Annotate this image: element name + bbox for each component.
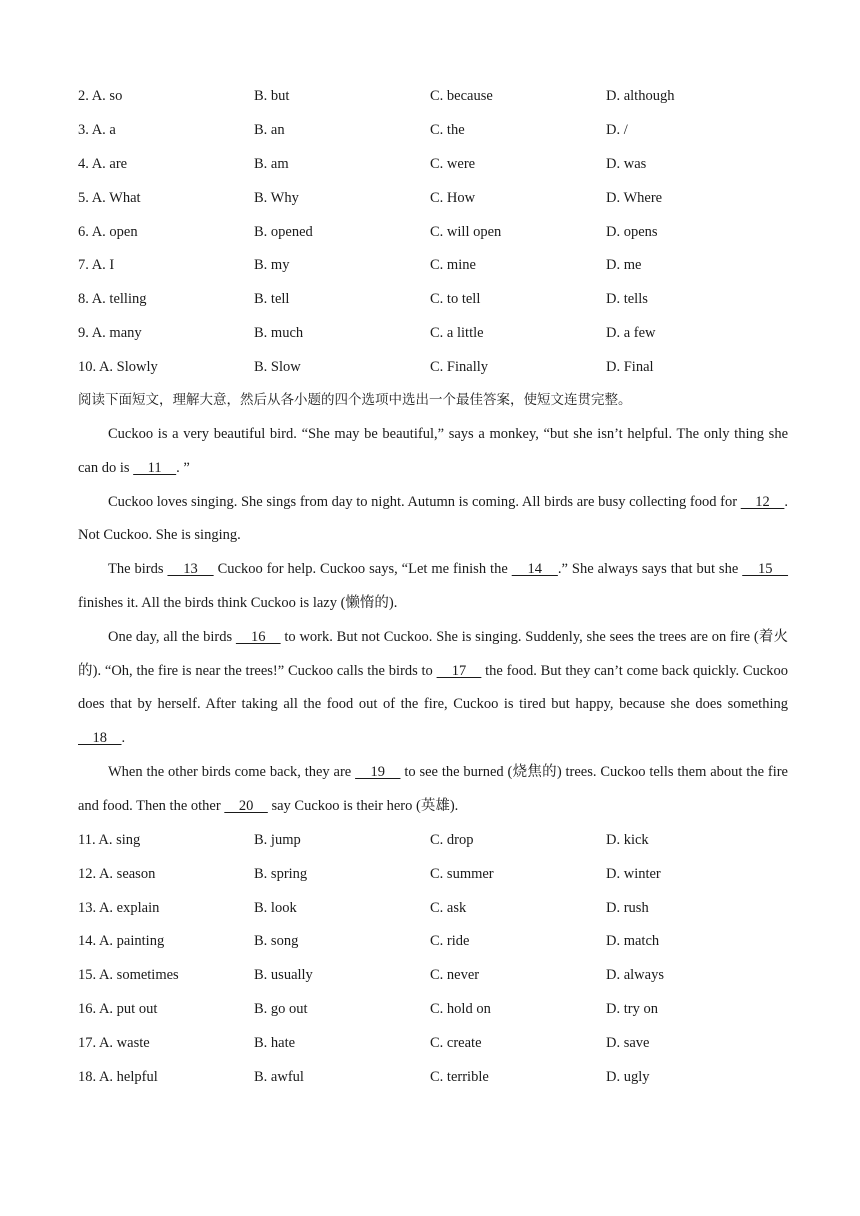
option-a: 8. A. telling: [78, 291, 147, 308]
option-c: C. hold on: [430, 1000, 491, 1017]
text: Cuckoo for help. Cuckoo says, “Let me finish the: [213, 561, 512, 578]
option-b: B. song: [254, 933, 299, 950]
option-b: B. go out: [254, 1000, 308, 1017]
paragraph-5: [78, 756, 788, 824]
option-d: D. match: [606, 933, 660, 950]
option-d: D. Where: [606, 189, 663, 206]
option-row-11: [78, 824, 788, 858]
option-a: 18. A. helpful: [78, 1068, 158, 1085]
option-d: D. rush: [606, 899, 649, 916]
option-a: 11. A. sing: [78, 831, 141, 848]
document-page: [78, 80, 788, 1094]
option-a: 9. A. many: [78, 324, 142, 341]
section-instruction: 阅读下面短文，理解大意，然后从各小题的四个选项中选出一个最佳答案，使短文连贯完整。: [78, 392, 632, 409]
option-a: 4. A. are: [78, 155, 128, 172]
option-c: C. summer: [430, 865, 494, 882]
option-b: B. awful: [254, 1068, 304, 1085]
option-row-8: [78, 283, 788, 317]
option-c: C. because: [430, 88, 493, 105]
option-row-6: [78, 215, 788, 249]
option-d: D. was: [606, 155, 647, 172]
option-b: B. my: [254, 257, 290, 274]
text: Cuckoo is a very beautiful bird. “She may be beautiful,” says a monkey, “but she isn’t helpful. The only thing she can do is: [78, 425, 788, 476]
option-row-14: [78, 925, 788, 959]
text: the food. But they can’t come back quickly. Cuckoo does that by herself. After taking all the food out of the fire, Cuckoo is tired but happy, because she does something: [78, 662, 789, 713]
option-c: C. drop: [430, 831, 474, 848]
option-b: B. jump: [254, 831, 301, 848]
text: to work. But not Cuckoo. She is singing. Suddenly, she sees the trees are on fire (着火的). “Oh, the fire is near the trees!” Cuckoo calls the birds to: [78, 628, 789, 679]
paragraph-1: [78, 418, 788, 486]
option-b: B. an: [254, 122, 285, 139]
paragraph-4: [78, 621, 788, 756]
option-a: 17. A. waste: [78, 1034, 150, 1051]
option-d: D. try on: [606, 1000, 658, 1017]
option-a: 6. A. open: [78, 223, 138, 240]
option-a: 7. A. I: [78, 257, 115, 274]
blank-18: 18: [78, 730, 122, 747]
option-d: D. me: [606, 257, 642, 274]
option-a: 2. A. so: [78, 88, 123, 105]
blank-20: 20: [224, 797, 268, 814]
text: . Not Cuckoo. She is singing.: [78, 493, 789, 544]
option-b: B. look: [254, 899, 297, 916]
option-d: D. /: [606, 122, 628, 139]
option-d: D. winter: [606, 865, 661, 882]
text: Cuckoo loves singing. She sings from day to night. Autumn is coming. All birds are busy collecting food for: [108, 493, 741, 510]
option-row-10: [78, 350, 788, 384]
options-list-top: [78, 80, 788, 384]
option-d: D. always: [606, 967, 664, 984]
option-d: D. a few: [606, 324, 656, 341]
text: to see the burned (烧焦的) trees. Cuckoo tells them about the fire and food. Then the other: [78, 763, 788, 814]
option-b: B. tell: [254, 291, 290, 308]
option-d: D. although: [606, 88, 675, 105]
option-c: C. terrible: [430, 1068, 489, 1085]
blank-14: 14: [511, 561, 558, 578]
option-c: C. never: [430, 967, 480, 984]
option-a: 10. A. Slowly: [78, 358, 158, 375]
option-row-15: [78, 959, 788, 993]
option-row-5: [78, 181, 788, 215]
text: The birds: [108, 561, 168, 578]
text: One day, all the birds: [108, 628, 236, 645]
option-d: D. ugly: [606, 1068, 650, 1085]
blank-19: 19: [355, 763, 401, 780]
text: .” She always says that but she: [557, 561, 743, 578]
paragraph-2: [78, 486, 788, 554]
option-c: C. to tell: [430, 291, 481, 308]
option-row-4: [78, 148, 788, 182]
option-a: 5. A. What: [78, 189, 141, 206]
option-d: D. Final: [606, 358, 654, 375]
paragraph-3: [78, 553, 788, 621]
option-a: 12. A. season: [78, 865, 156, 882]
option-a: 14. A. painting: [78, 933, 165, 950]
option-b: B. spring: [254, 865, 308, 882]
option-c: C. will open: [430, 223, 502, 240]
option-b: B. opened: [254, 223, 313, 240]
option-row-7: [78, 249, 788, 283]
blank-11: 11: [133, 459, 177, 476]
option-c: C. mine: [430, 257, 476, 274]
option-a: 13. A. explain: [78, 899, 160, 916]
option-row-17: [78, 1026, 788, 1060]
option-a: 16. A. put out: [78, 1000, 158, 1017]
passage: [78, 418, 788, 824]
option-row-9: [78, 317, 788, 351]
option-b: B. Why: [254, 189, 299, 206]
option-row-12: [78, 857, 788, 891]
option-a: 15. A. sometimes: [78, 967, 179, 984]
option-b: B. am: [254, 155, 289, 172]
option-c: C. the: [430, 122, 465, 139]
option-c: C. How: [430, 189, 476, 206]
blank-16: 16: [235, 628, 281, 645]
option-c: C. create: [430, 1034, 482, 1051]
option-d: D. tells: [606, 291, 648, 308]
option-c: C. a little: [430, 324, 484, 341]
text: say Cuckoo is their hero (英雄).: [267, 797, 459, 814]
option-a: 3. A. a: [78, 122, 116, 139]
option-b: B. much: [254, 324, 304, 341]
option-row-13: [78, 891, 788, 925]
option-d: D. kick: [606, 831, 649, 848]
text: When the other birds come back, they are: [108, 763, 356, 780]
option-c: C. ride: [430, 933, 470, 950]
option-d: D. opens: [606, 223, 658, 240]
option-c: C. ask: [430, 899, 467, 916]
option-row-16: [78, 993, 788, 1027]
option-row-2: [78, 80, 788, 114]
blank-15: 15: [742, 561, 789, 578]
option-d: D. save: [606, 1034, 650, 1051]
text: finishes it. All the birds think Cuckoo is lazy (懒惰的).: [78, 594, 398, 611]
option-b: B. but: [254, 88, 290, 105]
option-row-3: [78, 114, 788, 148]
option-c: C. were: [430, 155, 476, 172]
blank-12: 12: [740, 493, 785, 510]
option-b: B. hate: [254, 1034, 296, 1051]
blank-17: 17: [436, 662, 482, 679]
blank-13: 13: [167, 561, 214, 578]
option-c: C. Finally: [430, 358, 489, 375]
option-b: B. usually: [254, 967, 313, 984]
option-b: B. Slow: [254, 358, 301, 375]
text: . ”: [176, 459, 190, 476]
text: .: [121, 730, 126, 747]
option-row-18: [78, 1060, 788, 1094]
options-list-bottom: [78, 824, 788, 1094]
